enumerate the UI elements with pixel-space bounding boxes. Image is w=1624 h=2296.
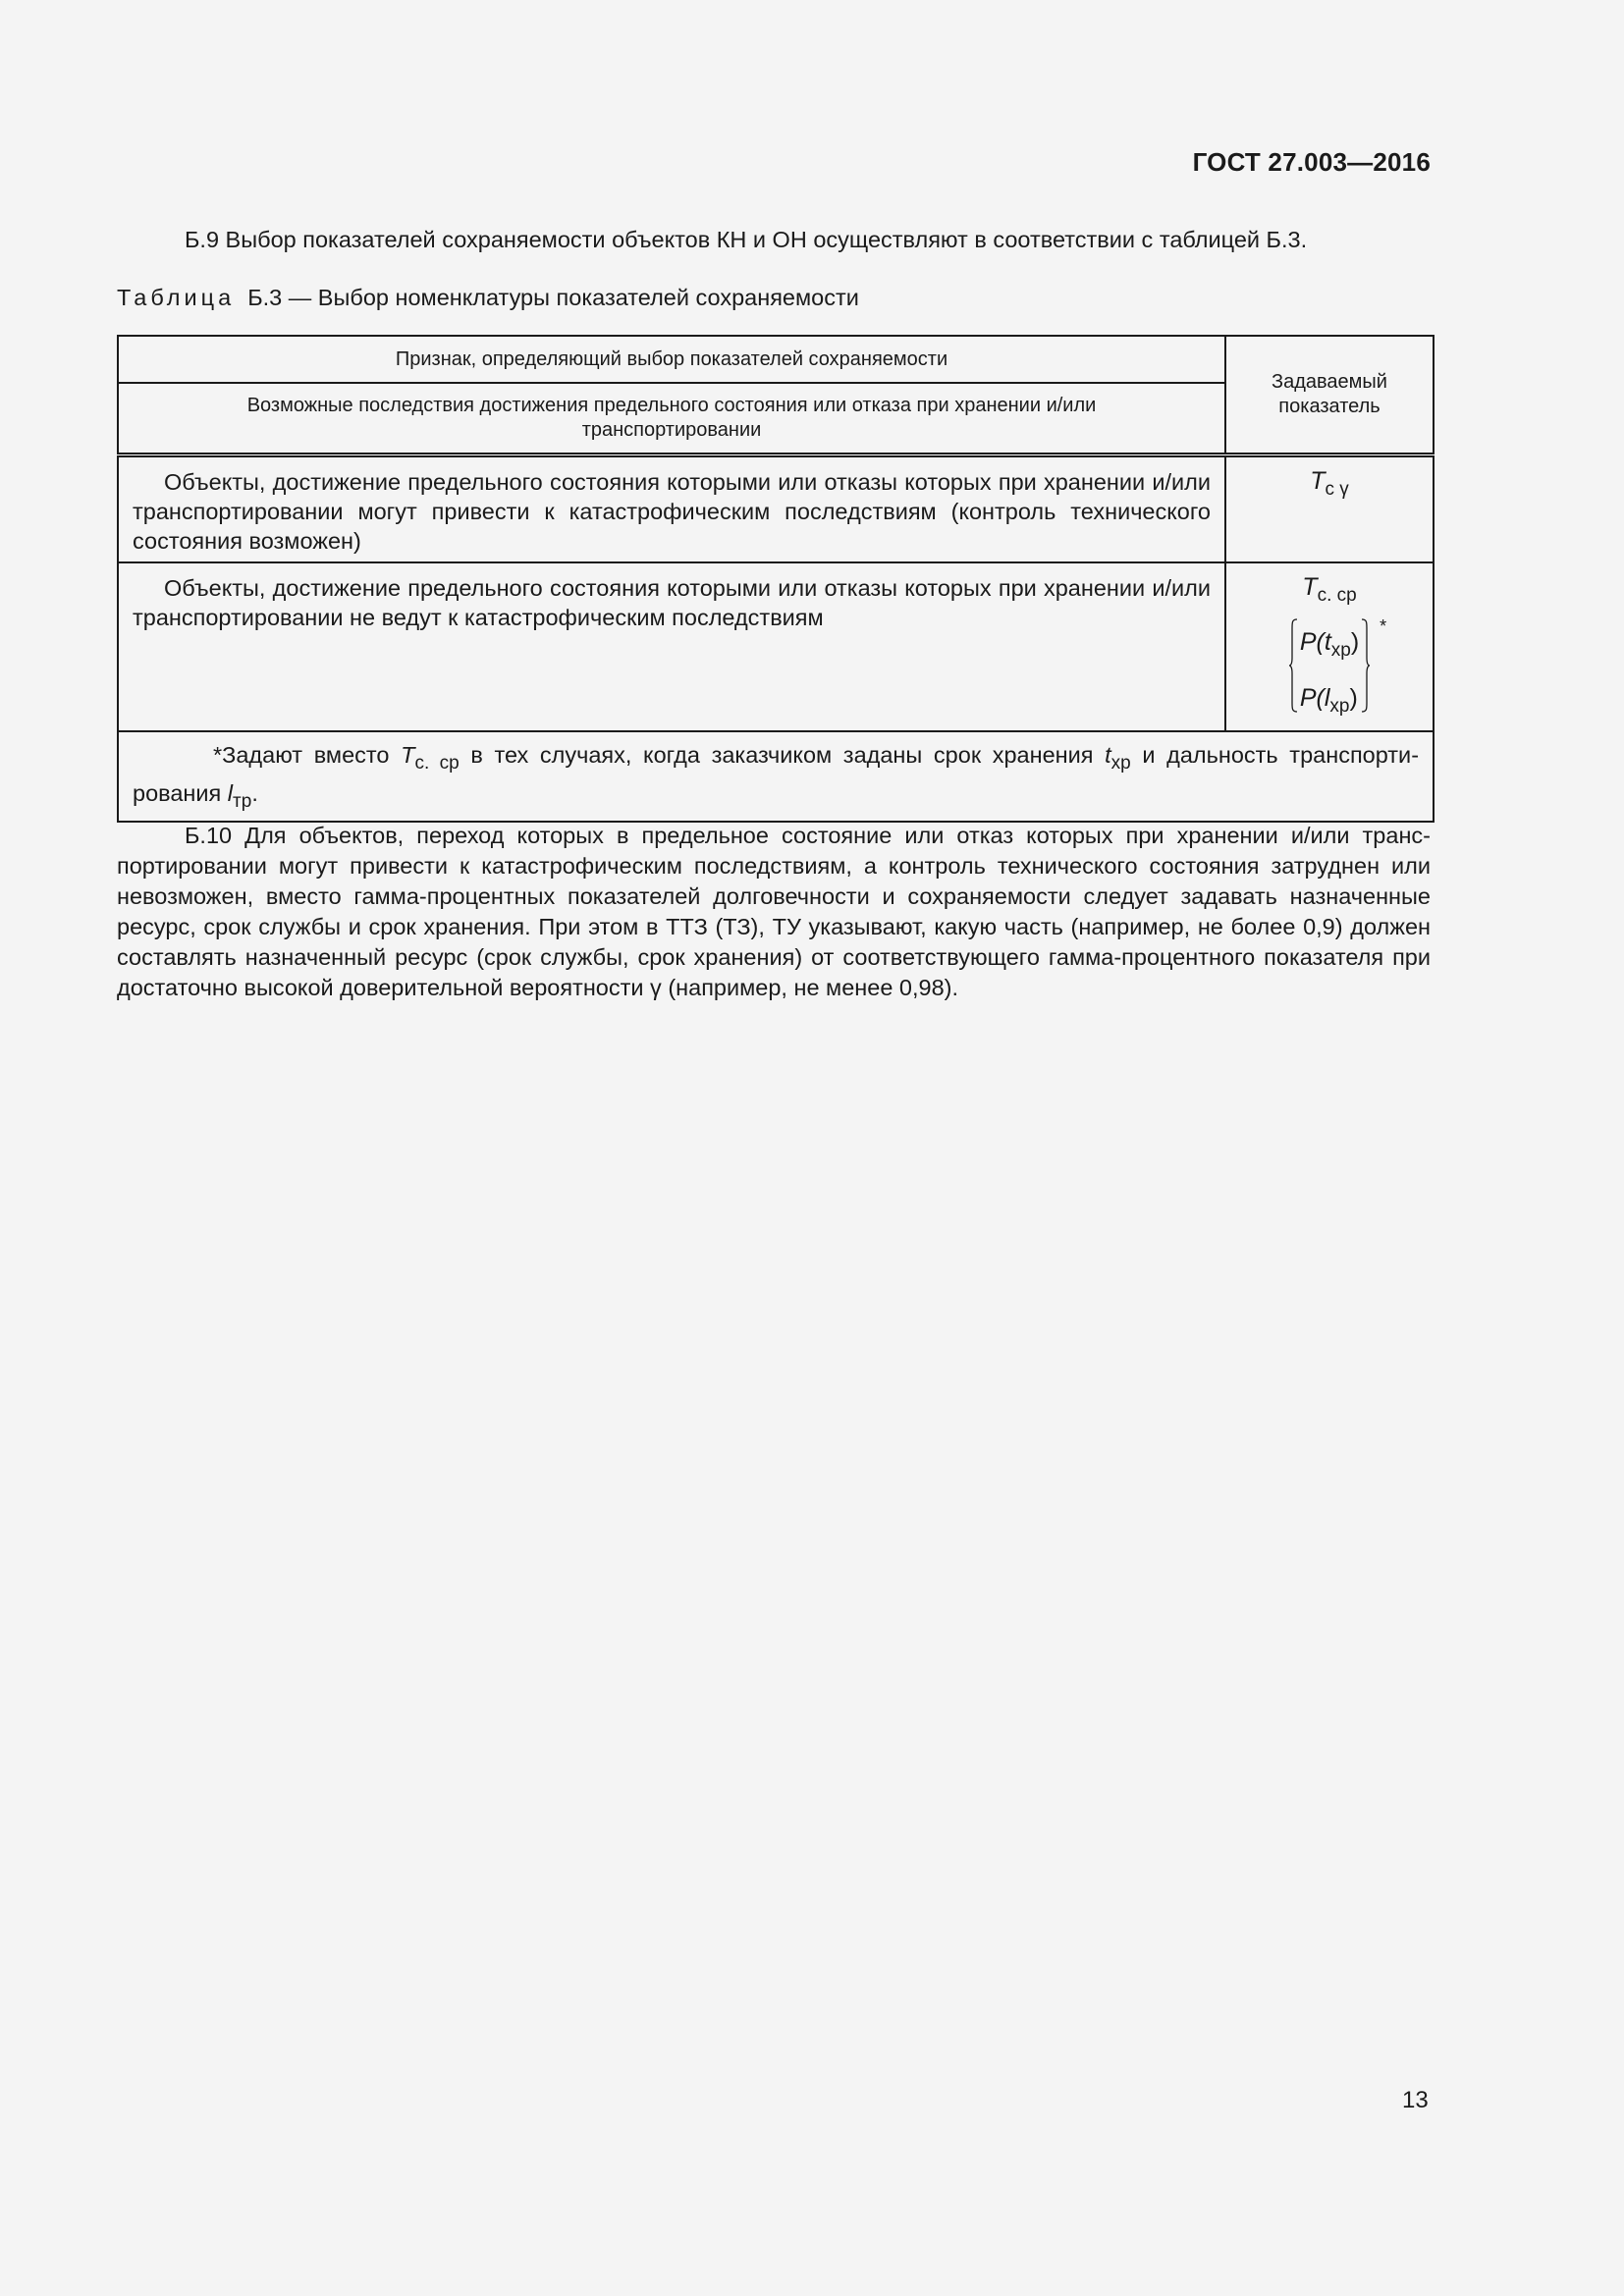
alternative-indicators <box>1288 616 1387 730</box>
table-row <box>118 455 1434 563</box>
row-indicator-gamma <box>1225 455 1434 563</box>
table-footnote: *Задают вместо $T_{с. ср}$ в тех случаях, когда заказчиком заданы срок хранения $t_{хр}$ и дальность транспортирования $l_{тр}$. <box>118 731 1434 822</box>
row-condition-non-catastrophic: Объекты, достижение предельного состояния которыми или отказы которых при хранении и/или транспортировании не ведут к катастрофическим последствиям <box>118 562 1225 731</box>
probability-storage-time: $P(t_{хр})$ <box>1299 628 1360 661</box>
probability-transport-distance: $P(l_{хр})$ <box>1299 684 1358 717</box>
left-brace-icon <box>1288 618 1298 713</box>
section-b10-paragraph: Б.10 Для объектов, переход которых в предельное состояние или отказ которых при хранении и/или транспортировании могут привести к катастрофическим последствиям, а контроль технического состояния затруднен или невозможен, вместо гамма-процентных показателей долговечности и сохраняемости следует задавать назначенные ресурс, срок службы и срок хранения. При этом в ТТЗ (ТЗ), ТУ указывают, какую часть (например, не более 0,9) должен составлять назначенный ресурс (срок службы, срок хранения) от соответствующего гамма-процентного показателя при достаточно высокой доверительной вероятности γ (например, не менее 0,98). <box>117 823 1431 1000</box>
row-condition-catastrophic: Объекты, достижение предельного состояния которыми или отказы которых при хранении и/или транспортировании могут привести к катастрофическим последствиям (контроль технического состояния возможен) <box>118 455 1225 563</box>
table-b3 <box>117 335 1435 823</box>
indicator-subscript: с γ <box>1325 479 1349 500</box>
table-caption-prefix: Таблица <box>117 285 236 310</box>
table-row <box>118 562 1434 731</box>
table-caption-title: Б.3 — Выбор номенклатуры показателей сохраняемости <box>235 285 859 310</box>
header-indicator: Задаваемый показатель <box>1225 336 1434 455</box>
indicator-symbol: T <box>1310 467 1326 495</box>
indicator-subscript: с. ср <box>1317 585 1357 606</box>
header-consequences: Возможные последствия достижения предельного состояния или отказа при хранении и/или транспортировании <box>118 383 1225 455</box>
row-indicator-mean <box>1225 562 1434 731</box>
table-caption <box>117 285 859 311</box>
header-criterion: Признак, определяющий выбор показателей сохраняемости <box>118 336 1225 383</box>
page-number: 13 <box>1402 2087 1429 2113</box>
document-code: ГОСТ 27.003—2016 <box>1192 147 1431 177</box>
right-brace-icon <box>1361 618 1371 713</box>
section-b9-paragraph: Б.9 Выбор показателей сохраняемости объектов КН и ОН осуществляют в соответствии с таблицей Б.3. <box>185 227 1308 252</box>
indicator-symbol: T <box>1302 573 1318 601</box>
footnote-star-marker: * <box>1380 616 1387 636</box>
